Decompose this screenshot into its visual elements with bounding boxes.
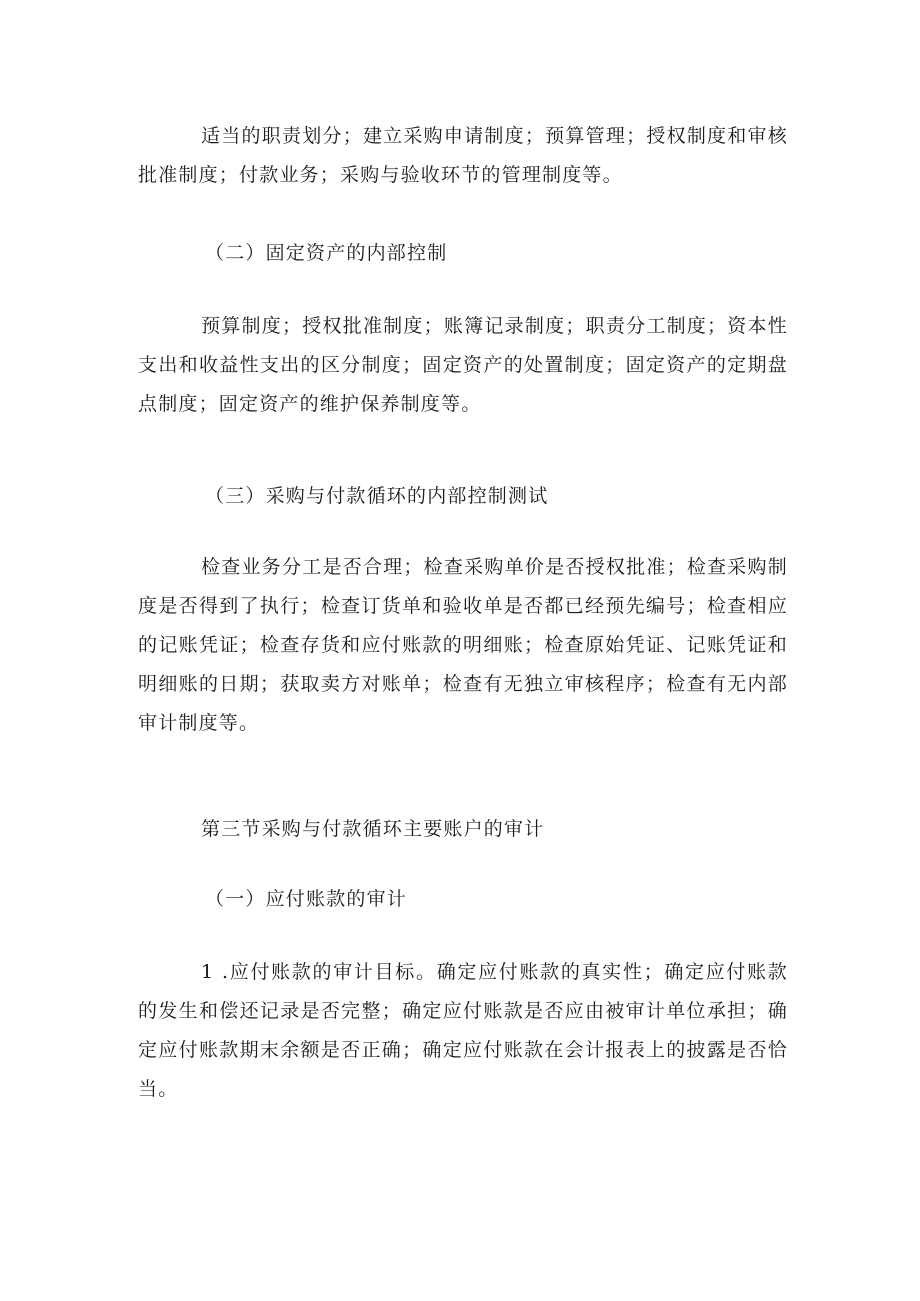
heading-accounts-payable-audit: （一）应付账款的审计 (205, 888, 408, 910)
heading-fixed-asset-controls: （二）固定资产的内部控制 (205, 242, 448, 264)
paragraph-accounts-payable-objectives: 1 .应付账款的审计目标。确定应付账款的真实性；确定应付账款的发生和偿还记录是否完整；确定应付账款是否应由被审计单位承担；确定应付账款期末余额是否正确；确定应付账款在会计报表上的披露是否恰当。 (138, 961, 788, 1100)
heading-section-three: 第三节采购与付款循环主要账户的审计 (201, 818, 545, 840)
paragraph-purchase-controls: 适当的职责划分；建立采购申请制度；预算管理；授权制度和审核批准制度；付款业务；采购与验收环节的管理制度等。 (138, 125, 788, 186)
heading-control-testing: （三）采购与付款循环的内部控制测试 (205, 485, 549, 507)
paragraph-control-testing: 检查业务分工是否合理；检查采购单价是否授权批准；检查采购制度是否得到了执行；检查订货单和验收单是否都已经预先编号；检查相应的记账凭证；检查存货和应付账款的明细账；检查原始凭证、记账凭证和明细账的日期；获取卖方对账单；检查有无独立审核程序；检查有无内部审计制度等。 (138, 556, 788, 734)
paragraph-fixed-asset-controls: 预算制度；授权批准制度；账簿记录制度；职责分工制度；资本性支出和收益性支出的区分制度；固定资产的处置制度；固定资产的定期盘点制度；固定资产的维护保养制度等。 (138, 315, 788, 415)
